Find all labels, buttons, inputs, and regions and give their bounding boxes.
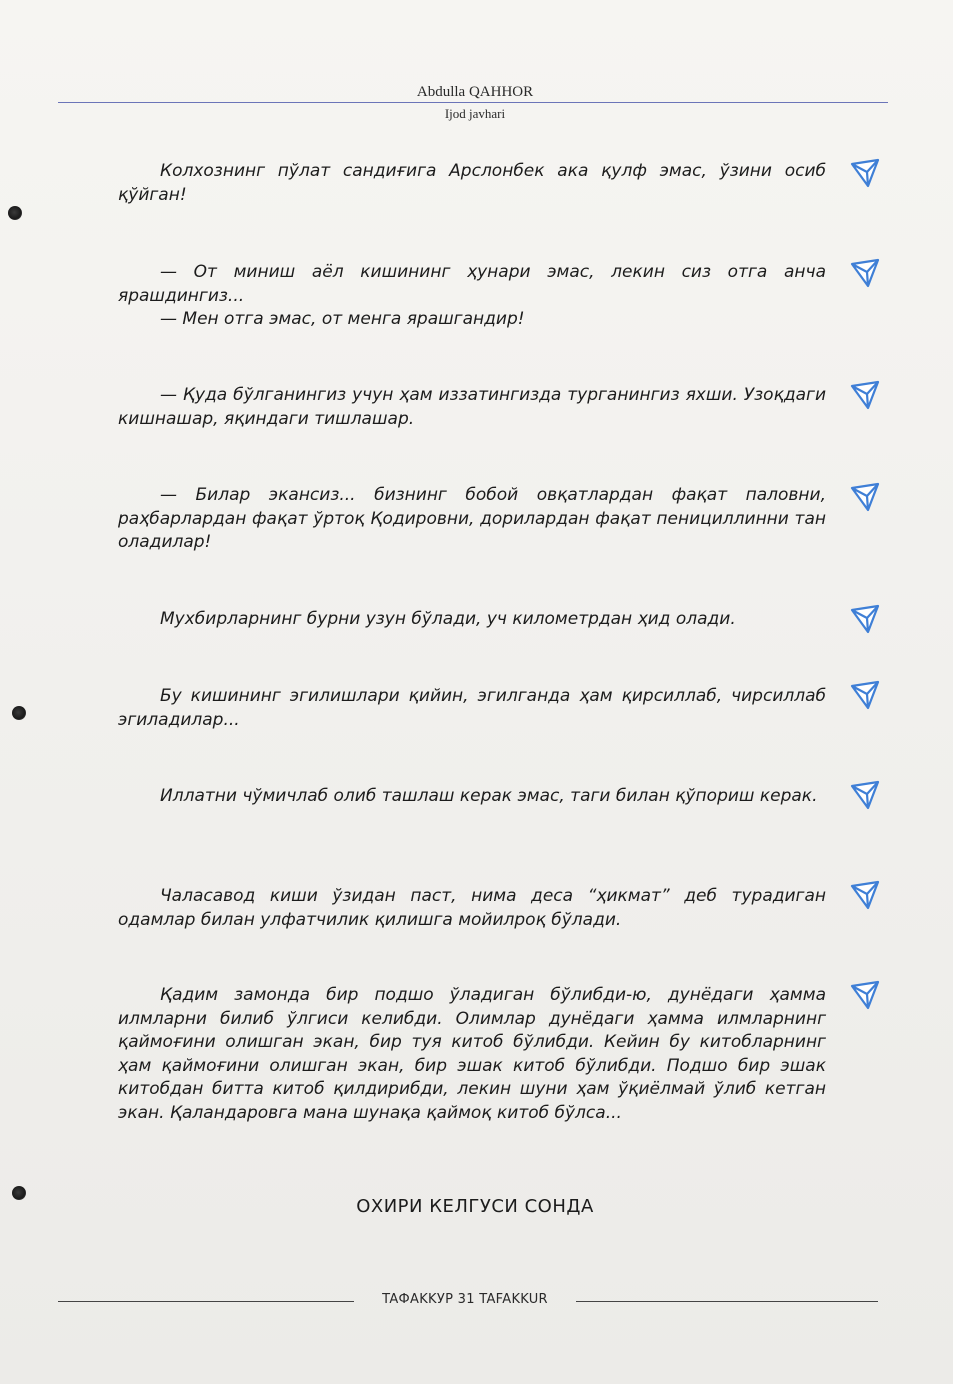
footer-page-label: TAФAKKУP 31 TAFAKKUR xyxy=(382,1292,548,1307)
binder-hole-icon xyxy=(12,706,26,720)
header-subtitle: Ijod javhari xyxy=(444,106,506,121)
binder-hole-icon xyxy=(8,206,22,220)
quote-paragraph: Бу кишининг эгилишлари қийин, эгилганда ҳам қирсиллаб, чирсиллаб эгиладилар... xyxy=(118,686,826,730)
quote-block xyxy=(118,261,826,332)
quote-paragraph: Колхознинг пўлат сандиғига Арслонбек ака қулф эмас, ўзини осиб қўйган! xyxy=(118,161,826,205)
quote-block xyxy=(118,160,826,207)
quote-block xyxy=(118,984,826,1125)
quote-paragraph: Иллатни чўмичлаб олиб ташлаш керак эмас, таги билан қўпориш керак. xyxy=(160,786,818,806)
quote-block xyxy=(118,484,826,555)
quote-paragraph: Қадим замонда бир подшо ўладиган бўлибди-ю, дунёдаги ҳамма илмларни билиб ўлгиси келибди. Олимлар дунёдаги ҳамма илмларнинг қаймоғини олишган экан, бир туя китоб бўлибди. Кейин бу китобларнинг ҳам қаймоғини олишган экан, бир эшак китоб бўлибди. Подшо бир эшак китобдан битта китоб қилдирибди, лекин шуни ҳам ўқиёлмай ўлиб кетган экан. Қаландаровга мана шунақа қаймоқ китоб бўлса... xyxy=(118,985,826,1123)
quote-block xyxy=(118,685,826,732)
header-author: Abdulla QAHHOR xyxy=(416,84,534,100)
checkmark-arrow-icon xyxy=(850,780,880,810)
quote-block xyxy=(118,885,826,932)
to-be-continued-note: ОХИРИ КЕЛГУСИ СОНДА xyxy=(356,1196,594,1217)
checkmark-arrow-icon xyxy=(850,604,880,634)
quote-block xyxy=(118,785,826,809)
quote-paragraph: Чаласавод киши ўзидан паст, нима деса “ҳикмат” деб турадиган одамлар билан улфатчилик қилишга мойилроқ бўлади. xyxy=(118,886,826,930)
quote-paragraph: — Мен отга эмас, от менга ярашгандир! xyxy=(160,309,525,329)
quote-paragraph: — От миниш аёл кишининг ҳунари эмас, лекин сиз отга анча ярашдингиз... xyxy=(118,262,826,306)
checkmark-arrow-icon xyxy=(850,980,880,1010)
footer-rule xyxy=(576,1301,878,1302)
checkmark-arrow-icon xyxy=(850,482,880,512)
quote-paragraph: Мухбирларнинг бурни узун бўлади, уч километрдан ҳид олади. xyxy=(160,609,736,629)
checkmark-arrow-icon xyxy=(850,158,880,188)
quote-paragraph: — Қуда бўлганингиз учун ҳам иззатингизда турганингиз яхши. Узоқдаги кишнашар, яқиндаги тишлашар. xyxy=(118,385,826,429)
checkmark-arrow-icon xyxy=(850,880,880,910)
quote-paragraph: — Билар экансиз... бизнинг бобой овқатлардан фақат паловни, раҳбарлардан фақат ўртоқ Қодировни, дорилардан фақат пенициллинни тан оладилар! xyxy=(118,485,826,552)
checkmark-arrow-icon xyxy=(850,380,880,410)
checkmark-arrow-icon xyxy=(850,258,880,288)
binder-hole-icon xyxy=(12,1186,26,1200)
checkmark-arrow-icon xyxy=(850,680,880,710)
quote-block xyxy=(118,608,826,632)
header-rule xyxy=(58,102,888,103)
footer-rule xyxy=(58,1301,354,1302)
quote-block xyxy=(118,384,826,431)
